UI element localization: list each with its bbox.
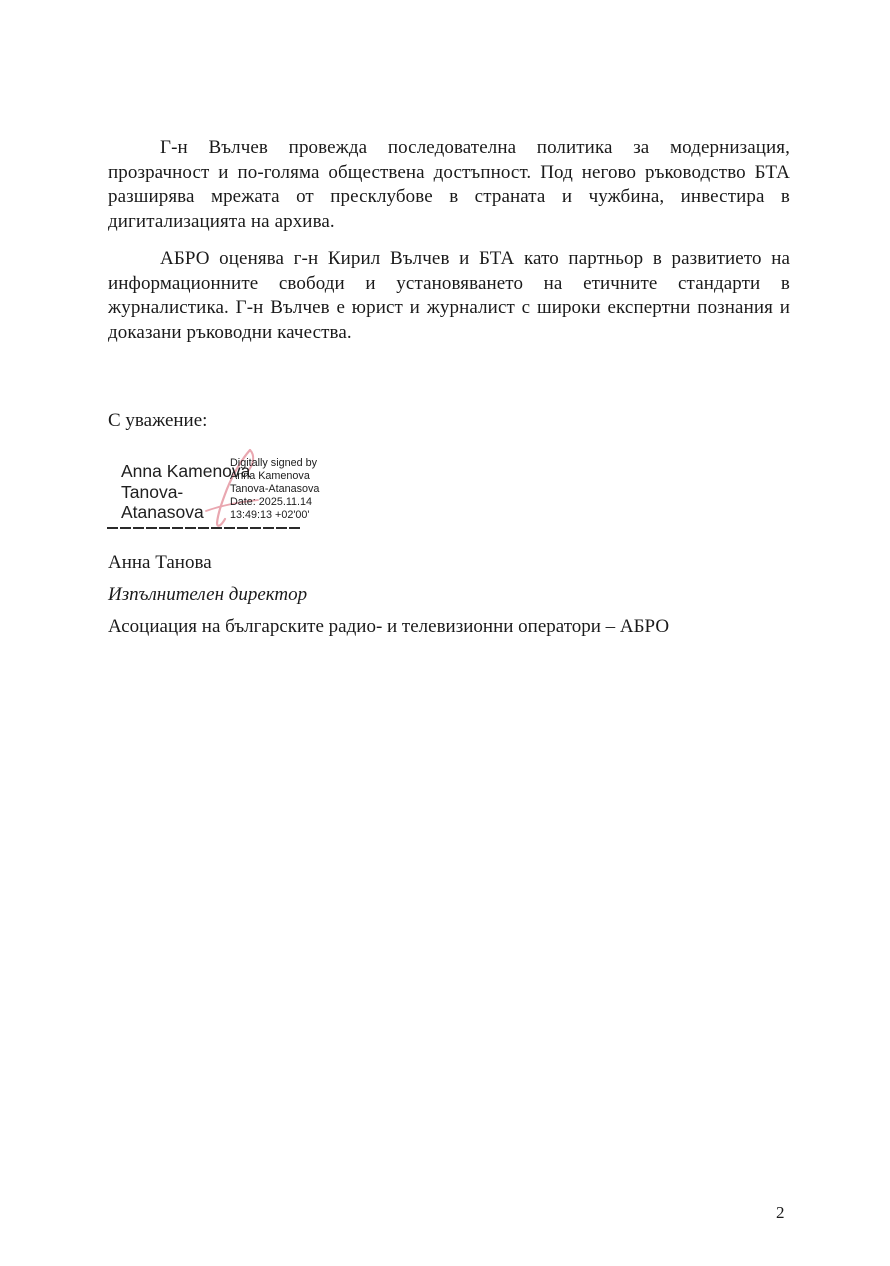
signature-name-line: Tanova- [121, 481, 184, 502]
signature-underline [107, 527, 301, 529]
signature-detail-line: Tanova-Atanasova [230, 483, 320, 495]
signature-name-line: Anna Kamenova [121, 461, 251, 481]
organization-name: Асоциация на българските радио- и телевизионни оператори – АБРО [108, 616, 670, 637]
signer-title: Изпълнителен директор [108, 584, 308, 605]
page-number: 2 [776, 1203, 785, 1222]
signature-detail-line: Anna Kamenova [230, 470, 310, 482]
signer-name: Анна Танова [108, 552, 212, 573]
digital-signature-field[interactable] [108, 455, 368, 533]
signature-name-line: Atanasova [121, 502, 204, 522]
letter-body [108, 136, 790, 639]
signature-details [230, 457, 319, 522]
body-paragraph: АБРО оценява г-н Кирил Вълчев и БТА като партньор в развитието на информационните свободи и установяването на етичните стандарти в журналистика. Г-н Вълчев е юрист и журналист с широки експертни познания и доказани ръководни качества. [108, 248, 790, 343]
signature-detail-line: 13:49:13 +02'00' [230, 509, 310, 521]
signature-detail-line: Date: 2025.11.14 [230, 496, 313, 508]
signature-detail-line: Digitally signed by [230, 457, 318, 469]
salutation-text: С уважение: [108, 410, 208, 431]
body-paragraph: Г-н Вълчев провежда последователна политика за модернизация, прозрачност и по-голяма обществена достъпност. Под негово ръководство БТА разширява мрежата от пресклубове в страната и чужбина, инвестира в дигитализацията на архива. [108, 137, 790, 232]
